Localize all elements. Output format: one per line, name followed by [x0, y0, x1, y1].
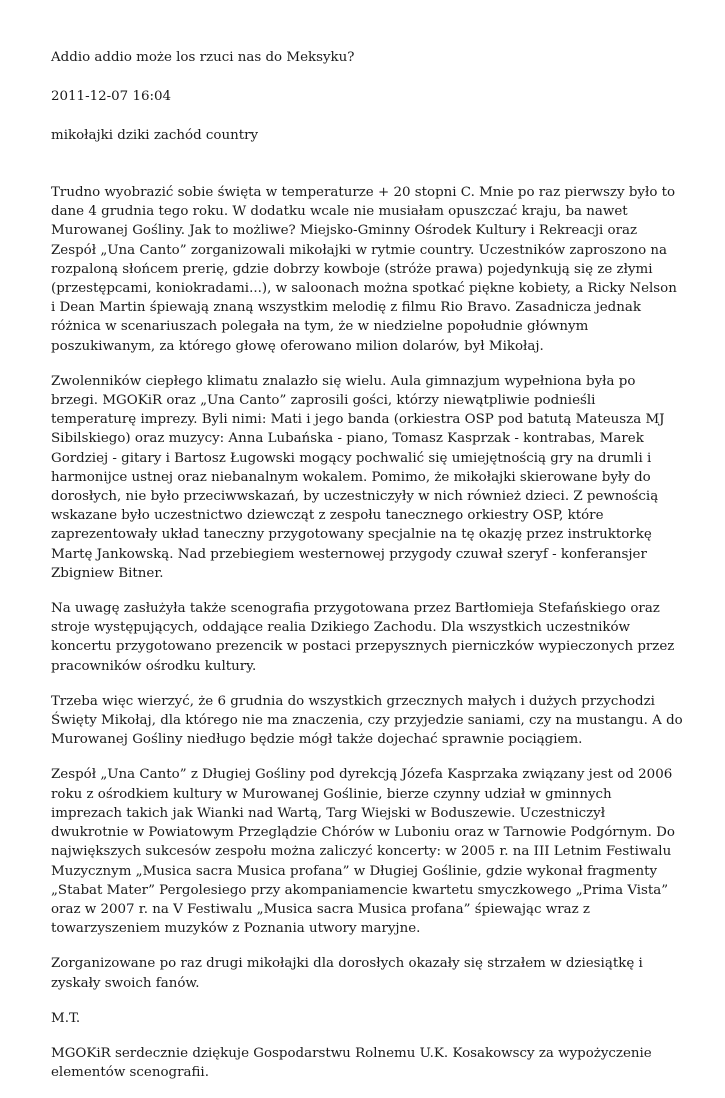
article-paragraph: Zwolenników ciepłego klimatu znalazło się wielu. Aula gimnazjum wypełniona była po brzegi. MGOKiR oraz „Una Canto” zaprosili gości, którzy niewątpliwie podnieśli temperaturę imprezy. Byli nimi: Mati i jego banda (orkiestra OSP pod batutą Mateusza MJ Sibilskiego) oraz muzycy: Anna Lubańska - piano, Tomasz Kasprzak - kontrabas, Marek Gordziej - gitary i Bartosz Ługowski mogący pochwalić się umiejętnością gry na drumli i harmonijce ustnej oraz niebanalnym wokalem. Pomimo, że mikołajki skierowane były do dorosłych, nie było przeciwwskazań, by uczestniczyły w nich również dzieci. Z pewnością wskazane było uczestnictwo dziewcząt z zespołu tanecznego orkiestry OSP, które zaprezentowały układ taneczny przygotowany specjalnie na tę okazję przez instruktorkę Martę Jankowską. Nad przebiegiem westernowej przygody czuwał szeryf - konferansjer Zbigniew Bitner.: [51, 373, 665, 581]
article-paragraph: Trudno wyobrazić sobie święta w temperaturze + 20 stopni C. Mnie po raz pierwszy było to dane 4 grudnia tego roku. W dodatku wcale nie musiałam opuszczać kraju, ba nawet Murowanej Gośliny. Jak to możliwe? Miejsko-Gminny Ośrodek Kultury i Rekreacji oraz Zespół „Una Canto” zorganizowali mikołajki w rytmie country. Uczestników zaproszono na rozpaloną słońcem prerię, gdzie dobrzy kowboje (stróże prawa) pojedynkują się ze złymi (przestępcami, koniokradami...), w saloonach można spotkać piękne kobiety, a Ricky Nelson i Dean Martin śpiewają znaną wszystkim melodię z filmu Rio Bravo. Zasadnicza jednak różnica w scenariuszach polegała na tym, że w niedzielne popołudnie głównym poszukiwanym, za którego głowę oferowano milion dolarów, był Mikołaj.: [51, 185, 677, 354]
article-thanks: MGOKiR serdecznie dziękuje Gospodarstwu Rolnemu U.K. Kosakowscy za wypożyczenie elementów scenografii.: [51, 1045, 652, 1080]
article-paragraph: Zespół „Una Canto” z Długiej Gośliny pod dyrekcją Józefa Kasprzaka związany jest od 2006 roku z ośrodkiem kultury w Murowanej Goślinie, bierze czynny udział w gminnych imprezach takich jak Wianki nad Wartą, Targ Wiejski w Boduszewie. Uczestniczył dwukrotnie w Powiatowym Przeglądzie Chórów w Luboniu oraz w Tarnowie Podgórnym. Do największych sukcesów zespołu można zaliczyć koncerty: w 2005 r. na III Letnim Festiwalu Muzycznym „Musica sacra Musica profana” w Długiej Goślinie, gdzie wykonał fragmenty „Stabat Mater” Pergolesiego przy akompaniamencie kwartetu smyczkowego „Prima Vista” oraz w 2007 r. na V Festiwalu „Musica sacra Musica profana” śpiewając wraz z towarzyszeniem muzyków z Poznania utwory maryjne.: [51, 767, 675, 937]
article: [51, 48, 683, 1098]
article-paragraph: Na uwagę zasłużyła także scenografia przygotowana przez Bartłomieja Stefańskiego oraz stroje występujących, oddające realia Dzikiego Zachodu. Dla wszystkich uczestników koncertu przygotowano prezencik w postaci przepysznych pierniczków wypieczonych przez pracowników ośrodku kultury.: [51, 601, 675, 674]
article-tags: mikołajki dziki zachód country: [51, 128, 259, 143]
article-datetime: 2011-12-07 16:04: [51, 89, 172, 104]
article-paragraph: Trzeba więc wierzyć, że 6 grudnia do wszystkich grzecznych małych i dużych przychodzi Święty Mikołaj, dla którego nie ma znaczenia, czy przyjedzie saniami, czy na mustangu. A do Murowanej Gośliny niedługo będzie mógł także dojechać sprawnie pociągiem.: [51, 693, 683, 748]
article-signature: M.T.: [51, 1010, 81, 1026]
article-paragraph: Zorganizowane po raz drugi mikołajki dla dorosłych okazały się strzałem w dziesiątkę i zyskały swoich fanów.: [51, 956, 643, 991]
article-title: Addio addio może los rzuci nas do Meksyku?: [51, 50, 355, 65]
